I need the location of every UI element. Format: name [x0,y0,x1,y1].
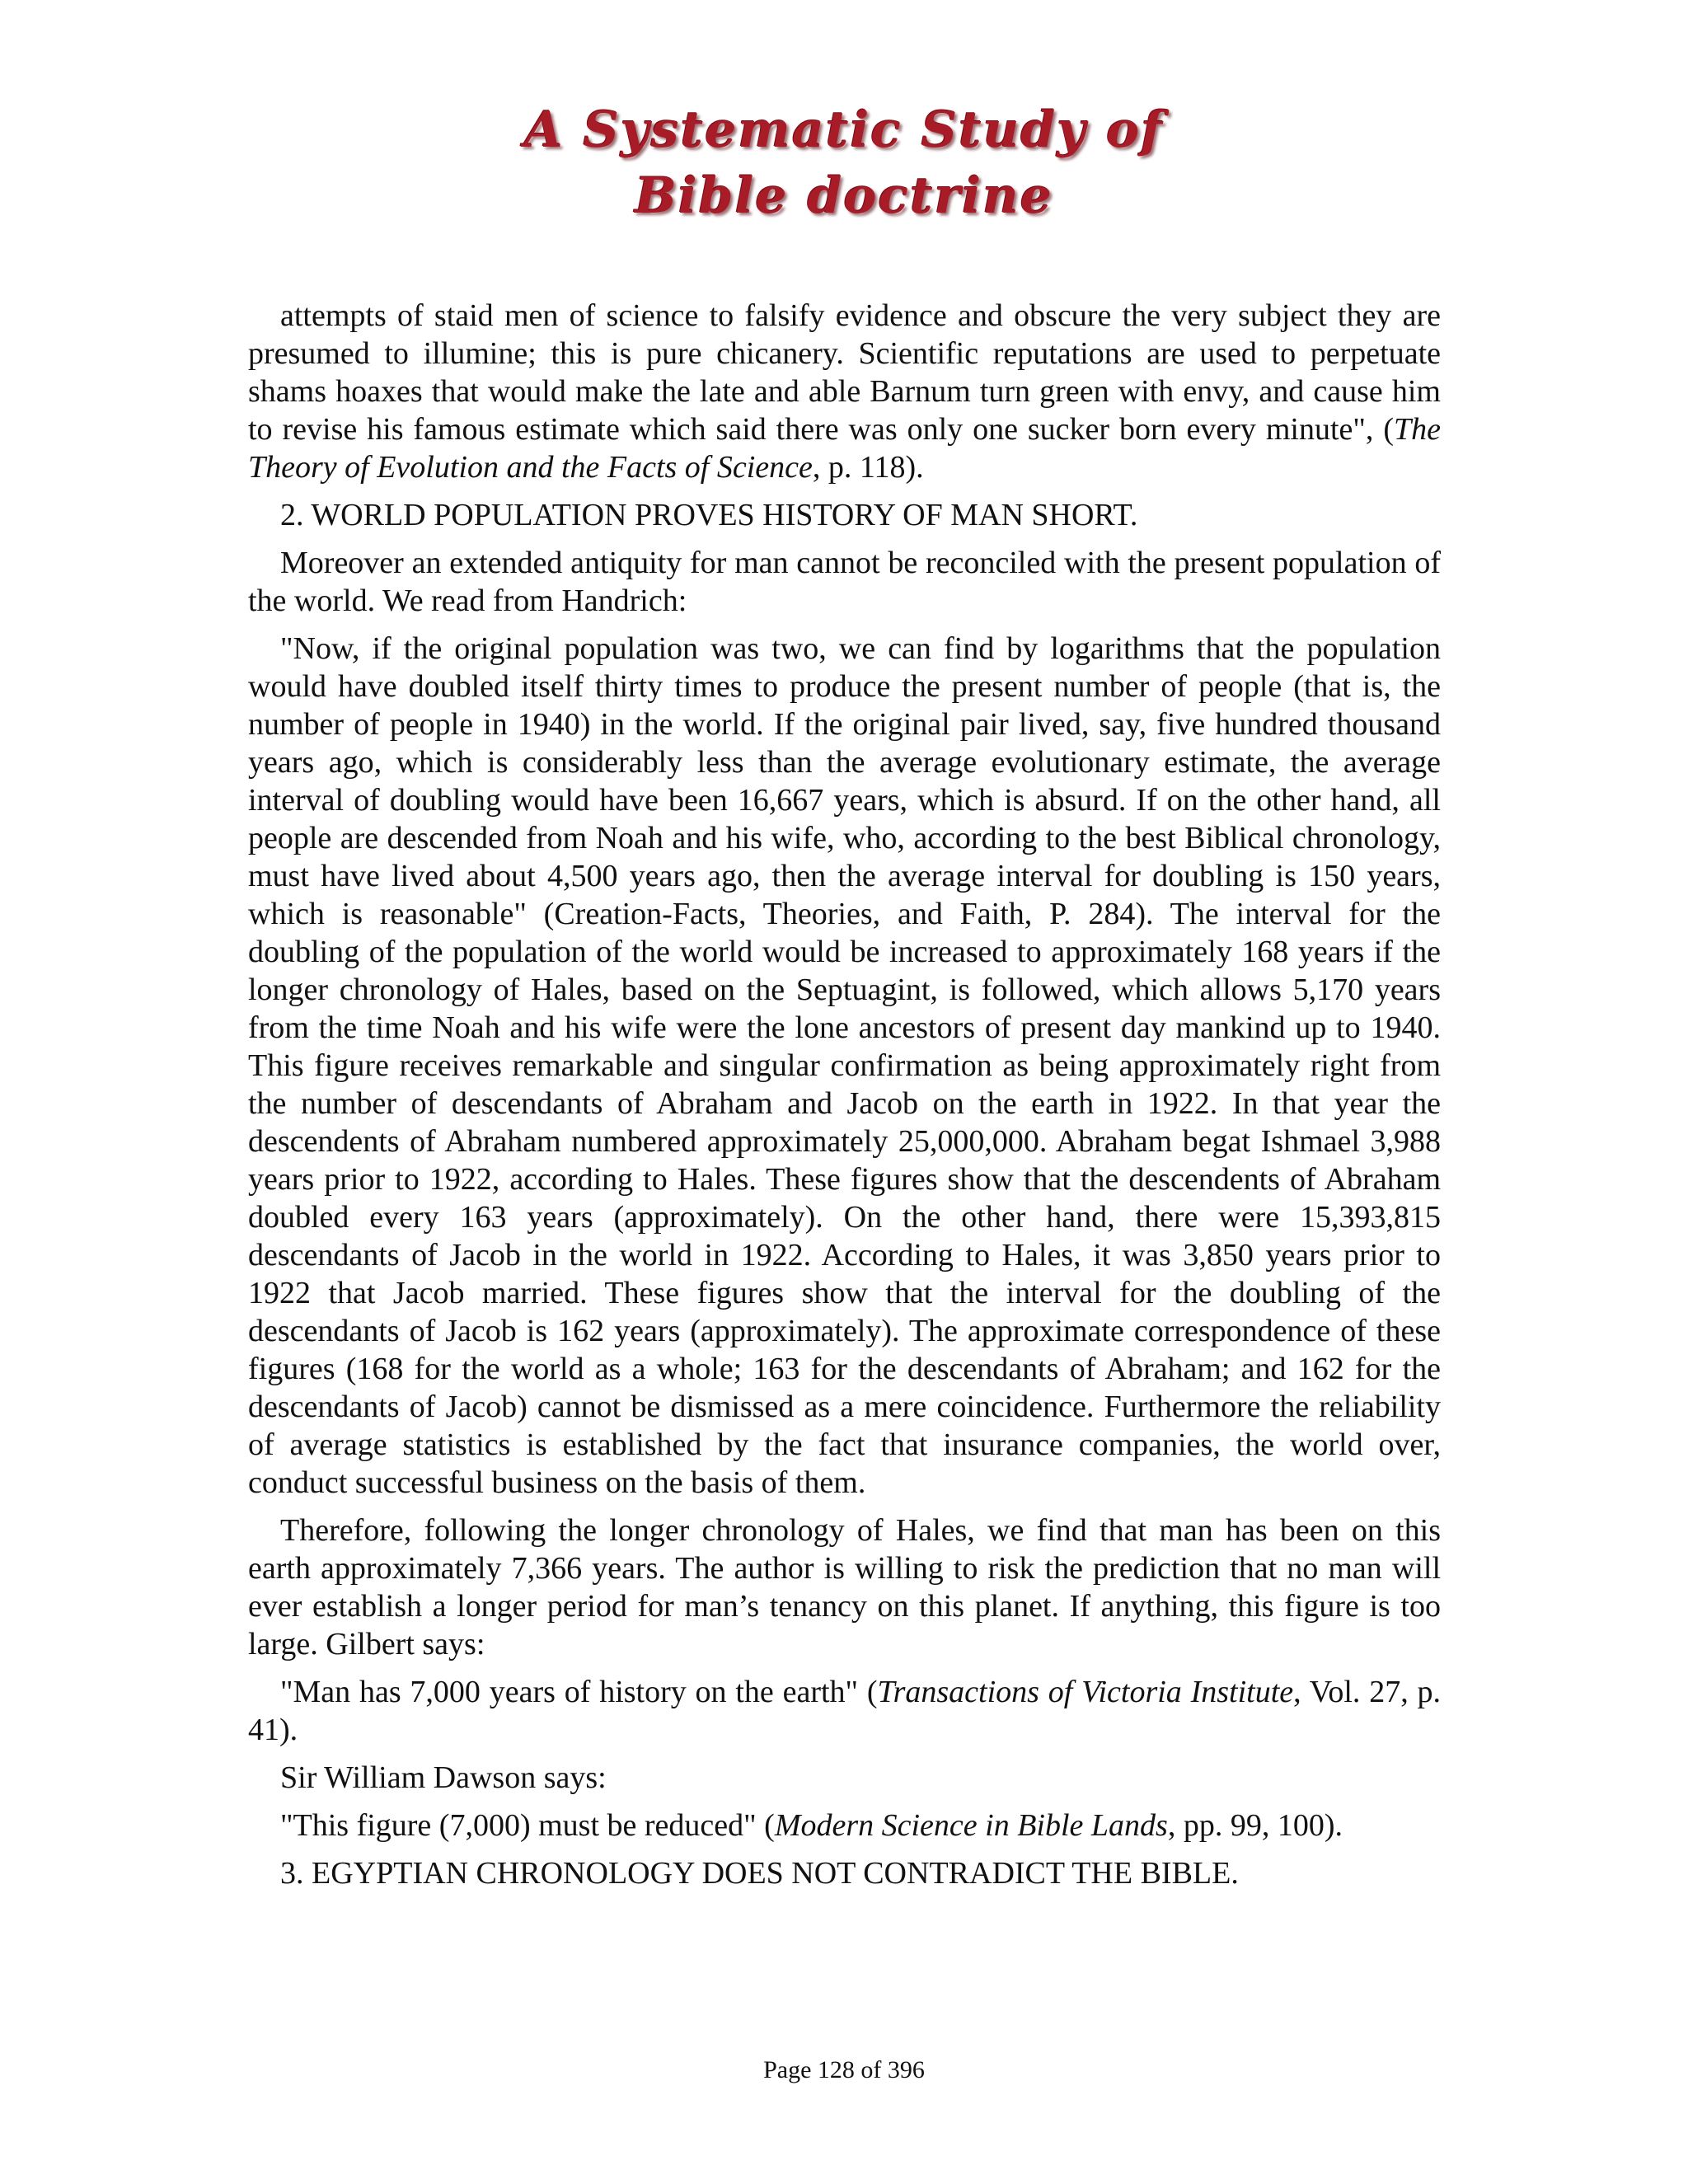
logo-title-line2: Bible doctrine [635,167,1053,225]
heading-text: 3. EGYPTIAN CHRONOLOGY DOES NOT CONTRADICT THE BIBLE. [280,1856,1239,1891]
paragraph-dawson-quote [248,1807,1441,1844]
document-body [248,297,1441,1902]
paragraph-text: , pp. 99, 100). [1167,1808,1343,1843]
book-title: Transactions of Victoria Institute [877,1675,1294,1709]
paragraph-text: Moreover an extended antiquity for man cannot be reconciled with the present population of the world. We read from Handrich: [248,546,1441,618]
paragraph-handrich-quote [248,630,1441,1502]
paragraph-text: attempts of staid men of science to falsify evidence and obscure the very subject they are presumed to illumine; this is pure chicanery. Scientific reputations are used to perpetuate shams hoaxes that would make the late and able Barnum turn green with envy, and cause him to revise his famous estimate which said there was only one sucker born every minute", ( [248,298,1441,447]
logo-title-line1: A Systematic Study of [524,101,1164,159]
paragraph-text: "Now, if the original population was two, we can find by logarithms that the population would have doubled itself thirty times to produce the present number of people (that is, the number of people in 1940) in the world. If the original pair lived, say, five hundred thousand years ago, which is considerably less than the average evolutionary estimate, the average interval of doubling would have been 16,667 years, which is absurd. If on the other hand, all people are descended from Noah and his wife, who, according to the best Biblical chronology, must have lived about 4,500 years ago, then the average interval for doubling is 150 years, which is reasonable" (Creation-Facts, Theories, and Faith, P. 284). The interval for the doubling of the population of the world would be increased to approximately 168 years if the longer chronology of Hales, based on the Septuagint, is followed, which allows 5,170 years from the time Noah and his wife were the lone ancestors of present day mankind up to 1940. This figure receives remarkable and singular confirmation as being approximately right from the number of descendants of Abraham and Jacob on the earth in 1922. In that year the descendents of Abraham numbered approximately 25,000,000. Abraham begat Ishmael 3,988 years prior to 1922, according to Hales. These figures show that the descendents of Abraham doubled every 163 years (approximately). On the other hand, there were 15,393,815 descendants of Jacob in the world in 1922. According to Hales, it was 3,850 years prior to 1922 that Jacob married. These figures show that the interval for the doubling of the descendants of Jacob is 162 years (approximately). The approximate correspondence of these figures (168 for the world as a whole; 163 for the descendants of Abraham; and 162 for the descendants of Jacob) cannot be dismissed as a mere coincidence. Furthermore the reliability of average statistics is established by the fact that insurance companies, the world over, conduct successful business on the basis of them. [248,631,1441,1500]
paragraph-antiquity [248,544,1441,620]
section-heading-world-population [248,496,1441,534]
paragraph-text: , Vol. 27, p. 41). [248,1675,1441,1747]
paragraph-text: Sir William Dawson says: [280,1760,607,1795]
section-heading-egyptian-chronology [248,1854,1441,1892]
book-title: The Theory of Evolution and the Facts of Science [248,412,1441,485]
paragraph-text: "This figure (7,000) must be reduced" ( [280,1808,775,1843]
paragraph-text: Therefore, following the longer chronology of Hales, we find that man has been on this earth approximately 7,366 years. The author is willing to risk the prediction that no man will ever establish a longer period for man’s tenancy on this planet. If anything, this figure is too large. Gilbert says: [248,1513,1441,1661]
page-number: Page 128 of 396 [763,2056,925,2083]
heading-text: 2. WORLD POPULATION PROVES HISTORY OF MAN SHORT. [280,498,1138,532]
header-logo [0,97,1688,229]
paragraph-gilbert-quote [248,1673,1441,1749]
book-title: Modern Science in Bible Lands [774,1808,1168,1843]
paragraph-text: "Man has 7,000 years of history on the earth" ( [280,1675,878,1709]
paragraph-hales-chronology [248,1511,1441,1663]
paragraph-text: , p. 118). [812,450,924,485]
paragraph-dawson-intro [248,1759,1441,1797]
paragraph-evolution-quote-end [248,297,1441,486]
